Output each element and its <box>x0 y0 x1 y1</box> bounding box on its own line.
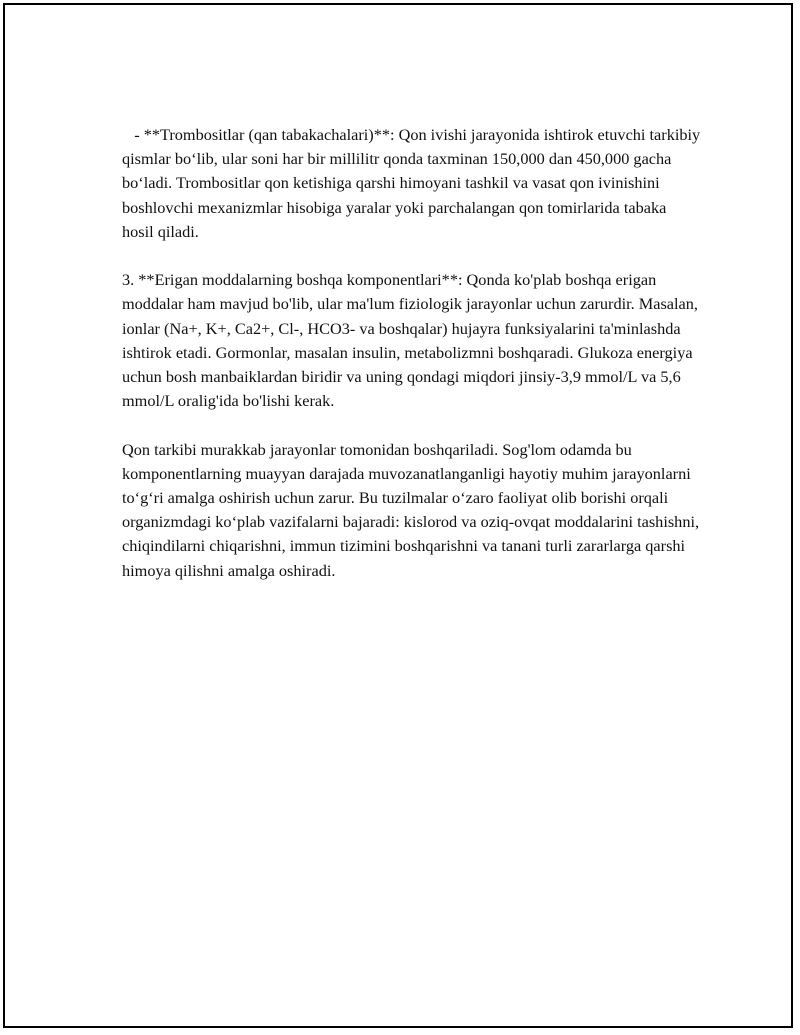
paragraph-erigan-moddalar: 3. **Erigan moddalarning boshqa komponentlari**: Qonda ko'plab boshqa erigan moddalar ham mavjud bo'lib, ular ma'lum fiziologik jarayonlar uchun zarurdir. Masalan, ionlar (Na+, K+, Ca2+, Cl-, HCO3- va boshqalar) hujayra funksiyalarini ta'minlashda ishtirok etadi. Gormonlar, masalan insulin, metabolizmni boshqaradi. Glukoza energiya uchun bosh manbaiklardan biridir va uning qondagi miqdori jinsiy-3,9 mmol/L va 5,6 mmol/L oralig'ida bo'lishi kerak. <box>122 270 703 411</box>
document-body <box>122 123 705 607</box>
document-page <box>3 3 793 1028</box>
paragraph-qon-tarkibi: Qon tarkibi murakkab jarayonlar tomonidan boshqariladi. Sog'lom odamda bu komponentlarning muayyan darajada muvozanatlanganligi hayotiy muhim jarayonlarni toʻgʻri amalga oshirish uchun zarur. Bu tuzilmalar oʻzaro faoliyat olib borishi orqali organizmdagi koʻplab vazifalarni bajaradi: kislorod va oziq-ovqat moddalarini tashishni, chiqindilarni chiqarishni, immun tizimini boshqarishni va tanani turli zararlarga qarshi himoya qilishni amalga oshiradi. <box>122 439 704 580</box>
paragraph-trombositlar: - **Trombositlar (qan tabakachalari)**: Qon ivishi jarayonida ishtirok etuvchi tarkibiy qismlar boʻlib, ular soni har bir millilitr qonda taxminan 150,000 dan 450,000 gacha boʻladi. Trombositlar qon ketishiga qarshi himoyani tashkil va vasat qon ivinishini boshlovchi mexanizmlar hisobiga yaralar yoki parchalangan qon tomirlarida tabaka hosil qiladi. <box>122 125 705 241</box>
